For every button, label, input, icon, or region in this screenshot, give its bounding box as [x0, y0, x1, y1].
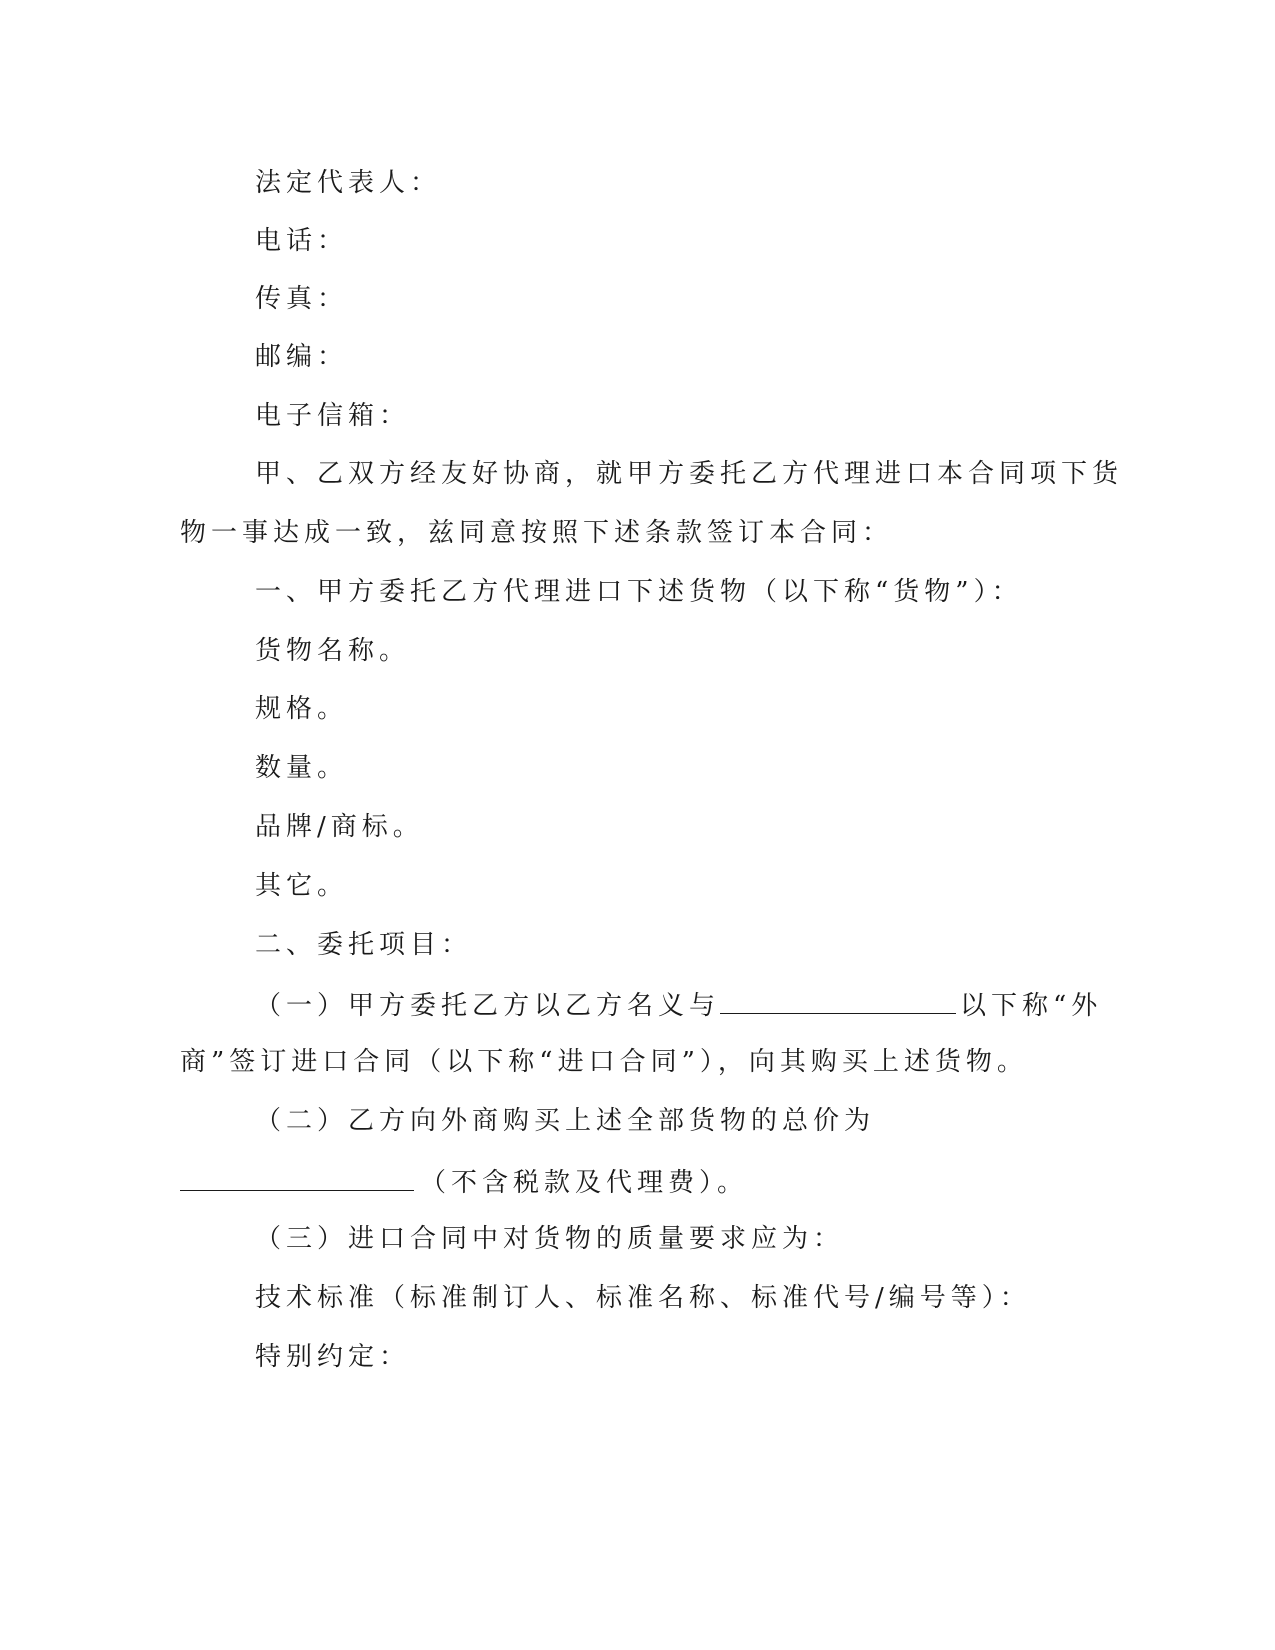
goods-name-line: 货物名称。 — [255, 636, 411, 666]
intro-paragraph-line-1: 甲、乙双方经友好协商，就甲方委托乙方代理进口本合同项下货 — [255, 459, 1124, 489]
item-1-text-before-blank: （一）甲方委托乙方以乙方名义与 — [255, 991, 721, 1021]
special-agreement-line: 特别约定： — [255, 1342, 411, 1372]
clause-2-heading: 二、委托项目： — [255, 930, 473, 960]
brand-line: 品牌/商标。 — [255, 812, 424, 842]
specification-line: 规格。 — [255, 694, 349, 724]
item-1-text-after-blank: 以下称“外 — [960, 991, 1103, 1021]
clause-1-heading: 一、甲方委托乙方代理进口下述货物（以下称“货物”）： — [255, 577, 1023, 607]
item-3-line: （三）进口合同中对货物的质量要求应为： — [255, 1224, 845, 1254]
item-2-continuation-text: （不含税款及代理费）。 — [420, 1168, 749, 1198]
item-1-line — [255, 983, 1155, 1023]
fax-line: 传真： — [255, 284, 349, 314]
item-1-continuation: 商”签订进口合同（以下称“进口合同”），向其购买上述货物。 — [180, 1047, 1028, 1077]
postcode-line: 邮编： — [255, 342, 349, 372]
foreign-party-blank — [720, 983, 956, 1014]
phone-line: 电话： — [255, 226, 349, 256]
item-2-line: （二）乙方向外商购买上述全部货物的总价为 — [255, 1106, 876, 1136]
legal-representative-line: 法定代表人： — [255, 168, 442, 198]
quantity-line: 数量。 — [255, 753, 349, 783]
technical-standard-line: 技术标准（标准制订人、标准名称、标准代号/编号等）： — [255, 1283, 1031, 1313]
total-price-blank — [180, 1160, 414, 1191]
item-2-continuation — [180, 1160, 1080, 1200]
intro-paragraph-line-2: 物一事达成一致，兹同意按照下述条款签订本合同： — [180, 518, 894, 548]
email-line: 电子信箱： — [255, 401, 411, 431]
other-line: 其它。 — [255, 871, 349, 901]
